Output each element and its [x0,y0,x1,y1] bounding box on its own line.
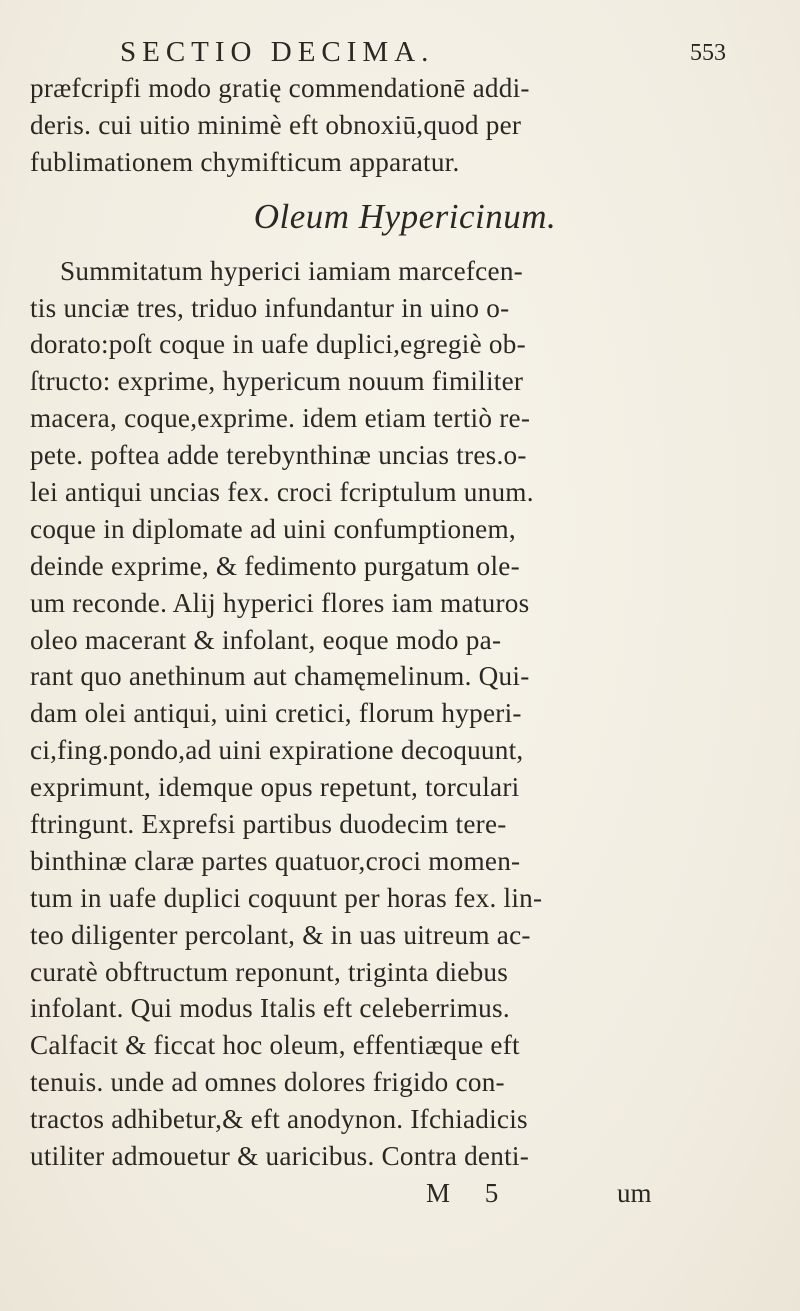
text-line: tractos adhibetur,& eft anodynon. Ifchiadicis [30,1104,528,1135]
intro-lines [30,70,770,181]
text-line: Calfacit & ficcat hoc oleum, effentiæque eft [30,1030,520,1061]
section-title: Oleum Hypericinum. [253,196,557,236]
text-line: exprimunt, idemque opus repetunt, torculari [30,772,520,803]
text-line: tis unciæ tres, triduo infundantur in uino o- [30,292,510,323]
text-line: utiliter admouetur & uaricibus. Contra denti- [30,1141,529,1172]
signature-mark: M 5 [426,1177,513,1208]
text-line: dorato:poſt coque in uafe duplici,egregiè ob- [30,329,526,360]
text-line: macera, coque,exprime. idem etiam tertiò re- [30,403,531,434]
text-line: binthinæ claræ partes quatuor,croci momen- [30,845,521,876]
text-line: præfcripfi modo gratię commendationē addi- [30,73,530,103]
text-line: lei antiqui uncias fex. croci fcriptulum unum. [30,477,534,508]
text-line: ſtructo: exprime, hypericum nouum fimiliter [30,366,524,397]
recipe-lines [30,253,770,1175]
text-line: deinde exprime, & fedimento purgatum ole- [30,550,520,581]
text-line: dam olei antiqui, uini cretici, florum hyperi- [30,698,522,729]
text-line: fublimationem chymifticum apparatur. [30,146,460,177]
text-line: pete. poftea adde terebynthinæ uncias tres.o- [30,440,527,471]
text-line: ci,fing.pondo,ad uini expiratione decoquunt, [30,735,524,766]
text-line: tenuis. unde ad omnes dolores frigido con- [30,1067,505,1098]
text-line: curatè obftructum reponunt, triginta diebus [30,956,509,987]
page-number: 553 [690,40,726,66]
text-line: ftringunt. Exprefsi partibus duodecim tere- [30,809,507,840]
catchword: um [617,1177,652,1208]
footer-row [30,1175,770,1211]
text-line: oleo macerant & infolant, eoque modo pa- [30,624,502,655]
text-line: um reconde. Alij hyperici flores iam maturos [30,587,530,618]
text-line: coque in diplomate ad uini confumptionem, [30,513,516,544]
running-head: SECTIO DECIMA. [120,36,435,68]
text-line: deris. cui uitio minimè eft obnoxiū,quod per [30,109,522,140]
text-block [30,70,770,1211]
text-line: rant quo anethinum aut chamęmelinum. Qui- [30,661,530,692]
text-line: Summitatum hyperici iamiam marcefcen- [60,255,523,286]
text-line: teo diligenter percolant, & in uas uitreum ac- [30,919,531,950]
text-line: infolant. Qui modus Italis eft celeberrimus. [30,993,510,1024]
text-line: tum in uafe duplici coquunt per horas fex. lin- [30,882,543,913]
